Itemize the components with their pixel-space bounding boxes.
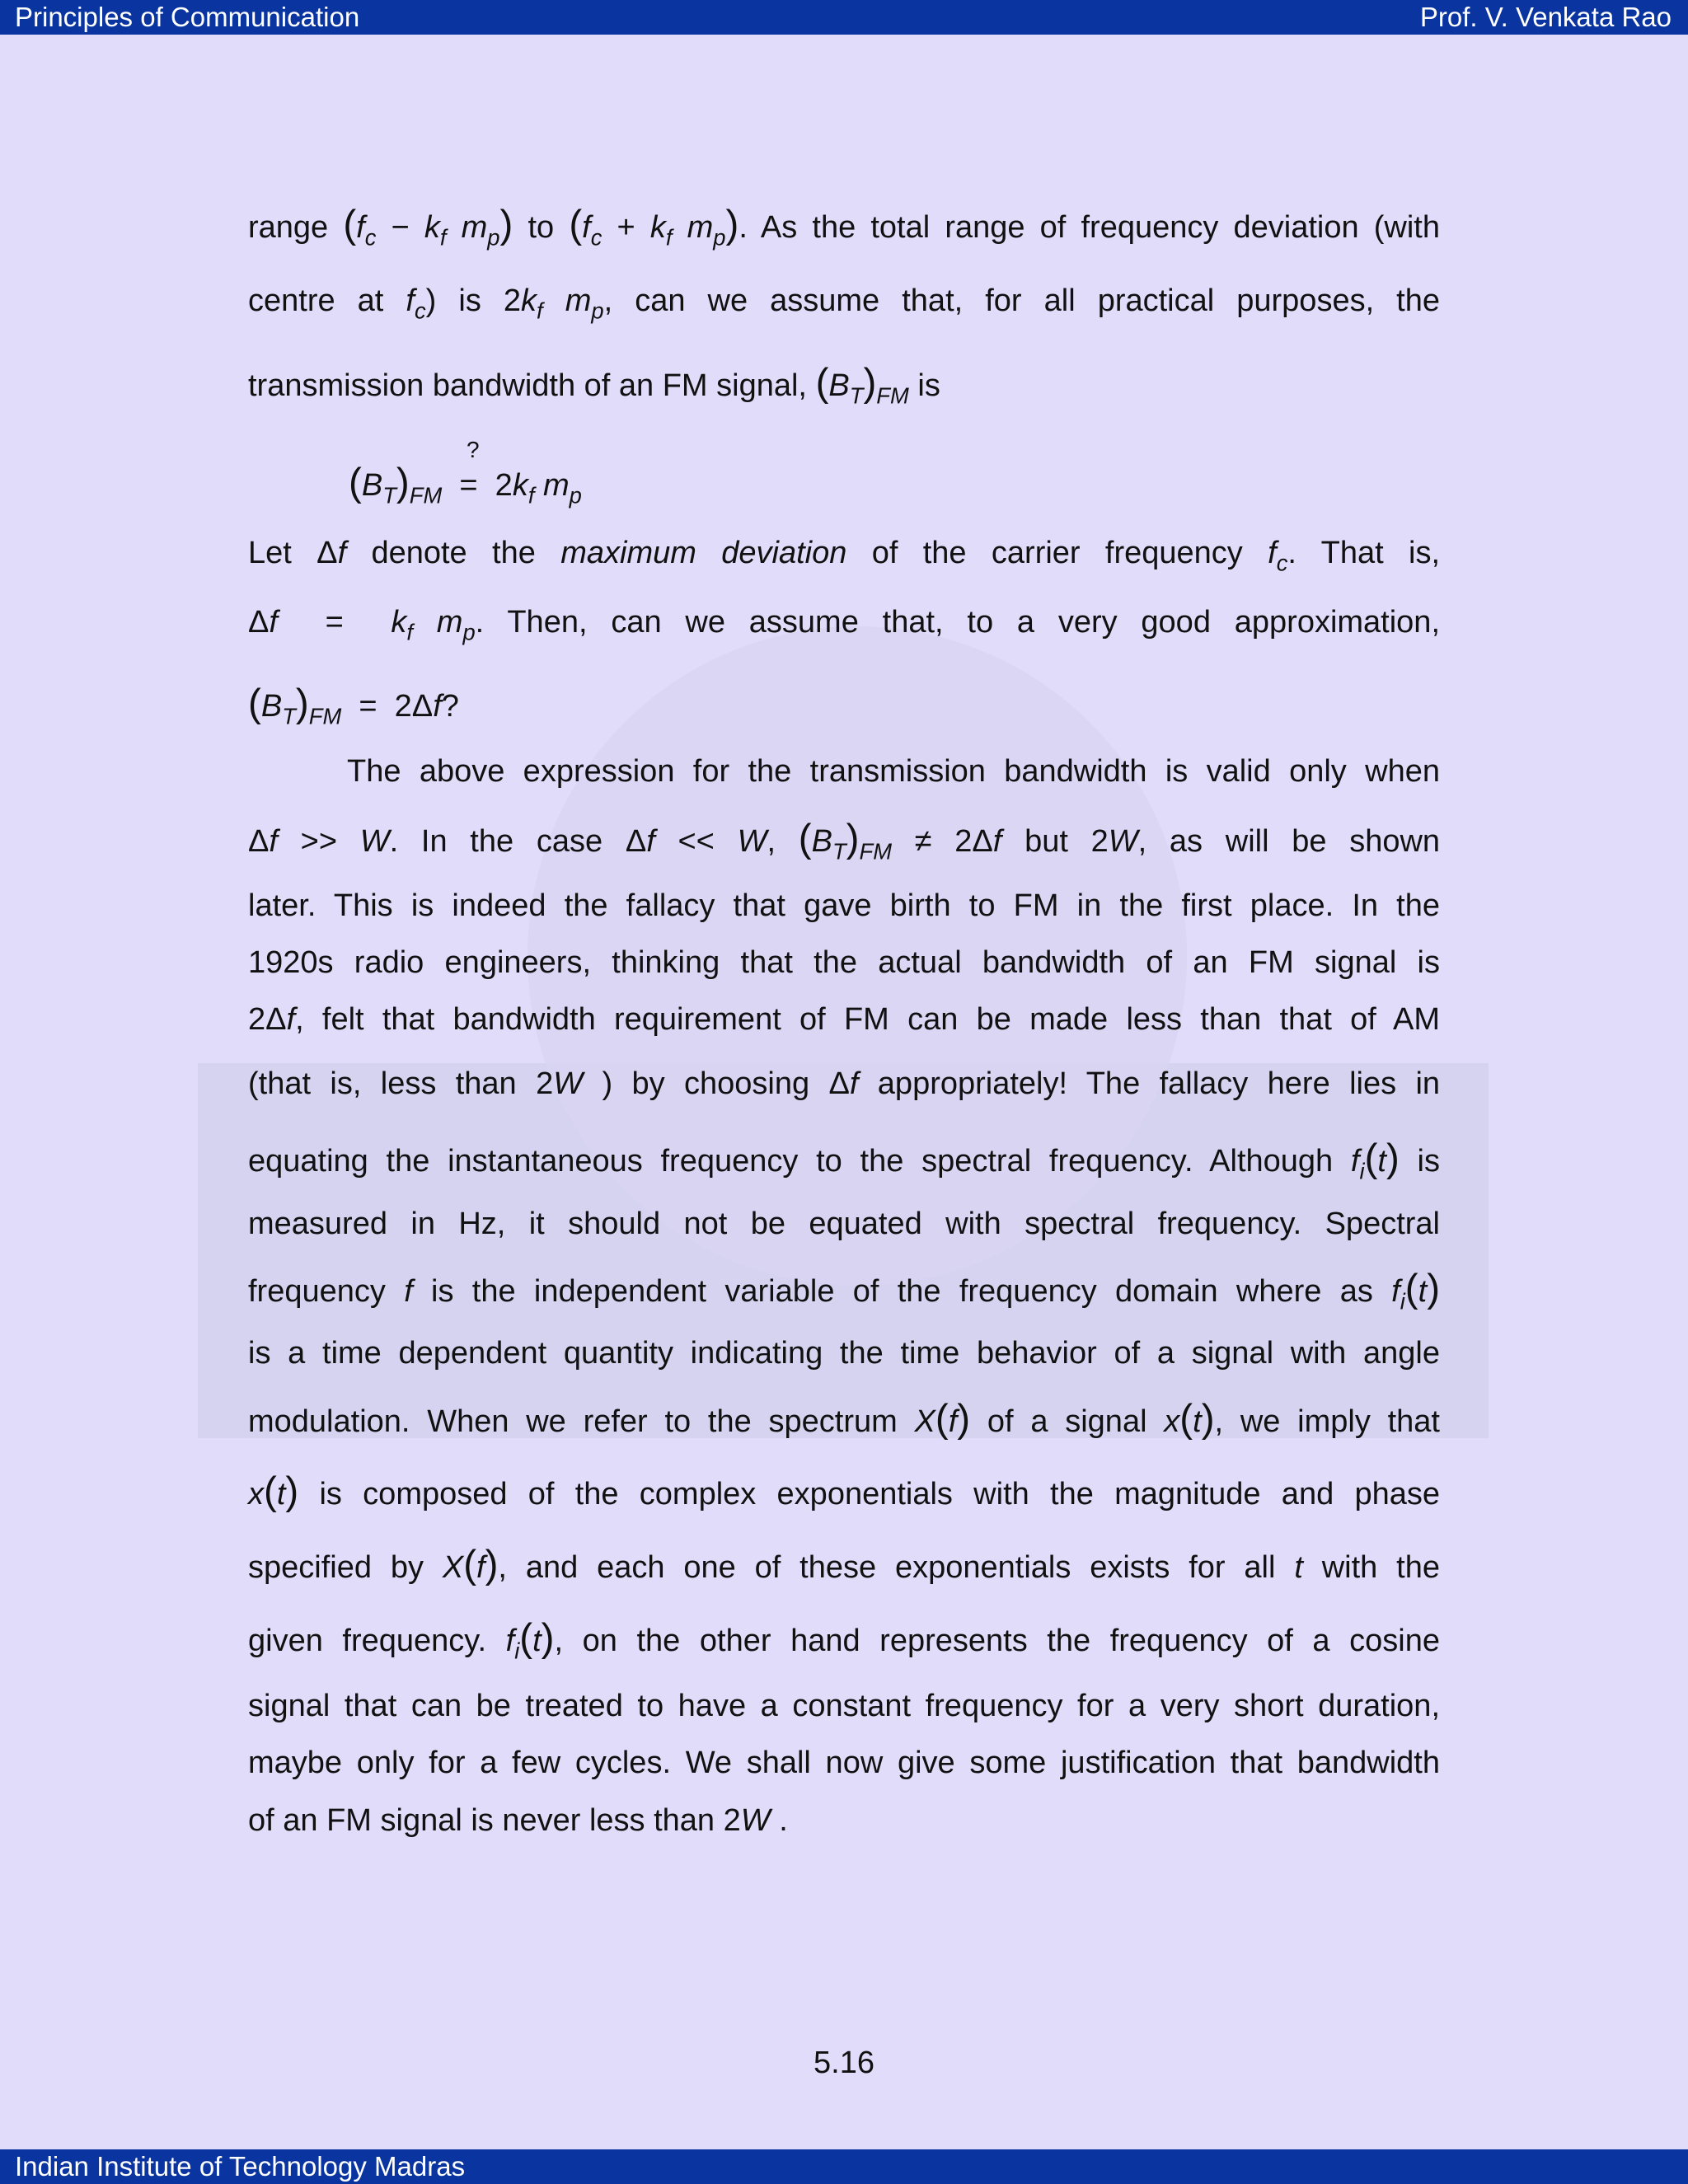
footer-institute: Indian Institute of Technology Madras (15, 2151, 466, 2182)
text-span: , we imply that (1214, 1404, 1440, 1439)
text-line (248, 536, 1440, 577)
math: Δf << W (625, 824, 767, 859)
math: $2k_f$ $m_p$ (503, 284, 604, 324)
text-span: appropriately! The fallacy here lies in (877, 1066, 1441, 1101)
text-span: , on the other hand represents the frequency of a cosine (554, 1624, 1440, 1658)
text-span: given frequency. (248, 1624, 487, 1658)
text-span: is (1417, 1144, 1440, 1179)
text-span: frequency (248, 1274, 386, 1309)
text-line (248, 605, 1440, 646)
math: Δf >> W (248, 824, 390, 859)
text-span: Let (248, 536, 292, 570)
math: x(t) (1164, 1397, 1215, 1441)
text-line (248, 284, 1440, 325)
text-line (248, 1266, 1440, 1315)
text-span: . That is, (1287, 536, 1440, 570)
text-line (248, 816, 1440, 865)
text-span: is the independent variable of the frequency domain where as (431, 1274, 1373, 1309)
text-span: equating the instantaneous frequency to the spectral frequency. Although (248, 1144, 1334, 1179)
text-span: ? (441, 689, 459, 724)
text-span: transmission bandwidth of an FM signal, (248, 368, 807, 403)
text-span: with the (1321, 1550, 1440, 1585)
text-span: , as will be shown (1137, 824, 1441, 859)
text-span: modulation. When we refer to the spectrum (248, 1404, 898, 1439)
math: Δf (316, 536, 347, 570)
text-line: The above expression for the transmission bandwidth is valid only when (347, 754, 1440, 789)
text-span: is (917, 368, 940, 403)
text-span: , (767, 824, 776, 859)
math: $(B_T)_{FM} = 2\Delta f$ (248, 682, 442, 729)
math: $f_i(t)$ (505, 1616, 555, 1664)
text-span: . Then, can we assume that, to a very good approximation, (475, 605, 1441, 640)
header-course-title: Principles of Communication (15, 2, 360, 32)
math: 2W (723, 1803, 771, 1838)
text-span: is composed of the complex exponentials with the magnitude and phase (319, 1477, 1441, 1511)
footer-bar (0, 2149, 1688, 2184)
header-author: Prof. V. Venkata Rao (1419, 2, 1672, 32)
text-span: ) by choosing (602, 1066, 810, 1101)
text-line (248, 1615, 1440, 1665)
math: X(f) (442, 1543, 499, 1586)
header-bar (0, 0, 1688, 35)
text-span: (that is, less than (248, 1066, 517, 1101)
emphasis-text: maximum deviation (560, 536, 847, 570)
text-line (248, 1469, 1440, 1514)
text-line (248, 1136, 1440, 1185)
text-span: to (528, 210, 555, 245)
math: ($f_c + k_f$ $m_p$) (569, 203, 739, 251)
text-span: specified by (248, 1550, 424, 1585)
text-span: , can we assume that, for all practical purposes, the (603, 284, 1441, 318)
text-span: , and each one of these exponentials exists for all (498, 1550, 1276, 1585)
math: Δf (828, 1066, 859, 1101)
text-line (248, 1803, 1440, 1839)
text-span: . As the total range of frequency deviation (with (738, 210, 1440, 245)
text-line: later. This is indeed the fallacy that gave birth to FM in the first place. In the (248, 888, 1440, 923)
text-span: ) is (425, 284, 481, 318)
text-line: signal that can be treated to have a constant frequency for a very short duration, (248, 1689, 1440, 1723)
math: ($f_c - k_f$ $m_p$) (343, 203, 513, 251)
text-span: denote the (371, 536, 536, 570)
text-line (248, 1066, 1440, 1102)
text-span: . (779, 1803, 788, 1838)
text-span: centre at (248, 284, 384, 318)
math: $f_c$ (406, 284, 426, 324)
text-line (248, 1542, 1440, 1587)
equation-question-mark: ? (467, 437, 480, 462)
text-span: of an FM signal is never less than (248, 1803, 715, 1838)
math: $f_c$ (1268, 536, 1288, 576)
text-line (248, 681, 1440, 730)
text-line: maybe only for a few cycles. We shall now give some justification that bandwidth (248, 1746, 1440, 1780)
text-span: , felt that bandwidth requirement of FM can be made less than that of AM (295, 1002, 1440, 1037)
math: X(f) (914, 1397, 971, 1441)
text-line (248, 1002, 1440, 1038)
text-line (248, 202, 1440, 251)
text-span: of a signal (987, 1404, 1147, 1439)
math: $\Delta f = k_f$ $m_p$ (248, 605, 476, 645)
page-number: 5.16 (814, 2046, 874, 2080)
math: $(B_T)_{FM} \ne 2\Delta f$ (798, 817, 1002, 865)
text-span: of the carrier frequency (871, 536, 1243, 570)
text-span: range (248, 210, 329, 245)
math: $(B_T)_{FM}$ (815, 361, 909, 409)
equation-bandwidth: $(B_T)_{FM} = 2k_f$ $m_p$ (349, 461, 582, 509)
math: f (404, 1274, 413, 1309)
text-line: measured in Hz, it should not be equated with spectral frequency. Spectral (248, 1207, 1440, 1241)
text-line (248, 360, 1440, 410)
math: $f_i(t)$ (1391, 1267, 1441, 1315)
math: 2W (536, 1066, 584, 1101)
text-line (248, 1396, 1440, 1441)
text-span: but (1025, 824, 1068, 859)
math: $f_i(t)$ (1350, 1137, 1400, 1184)
text-line: 1920s radio engineers, thinking that the actual bandwidth of an FM signal is (248, 945, 1440, 980)
math: 2Δf (248, 1002, 296, 1037)
text-span: . In the case (389, 824, 603, 859)
math: x(t) (248, 1469, 299, 1513)
math: 2W (1090, 824, 1138, 859)
text-line: is a time dependent quantity indicating the time behavior of a signal with angle (248, 1336, 1440, 1371)
math: t (1294, 1550, 1303, 1585)
